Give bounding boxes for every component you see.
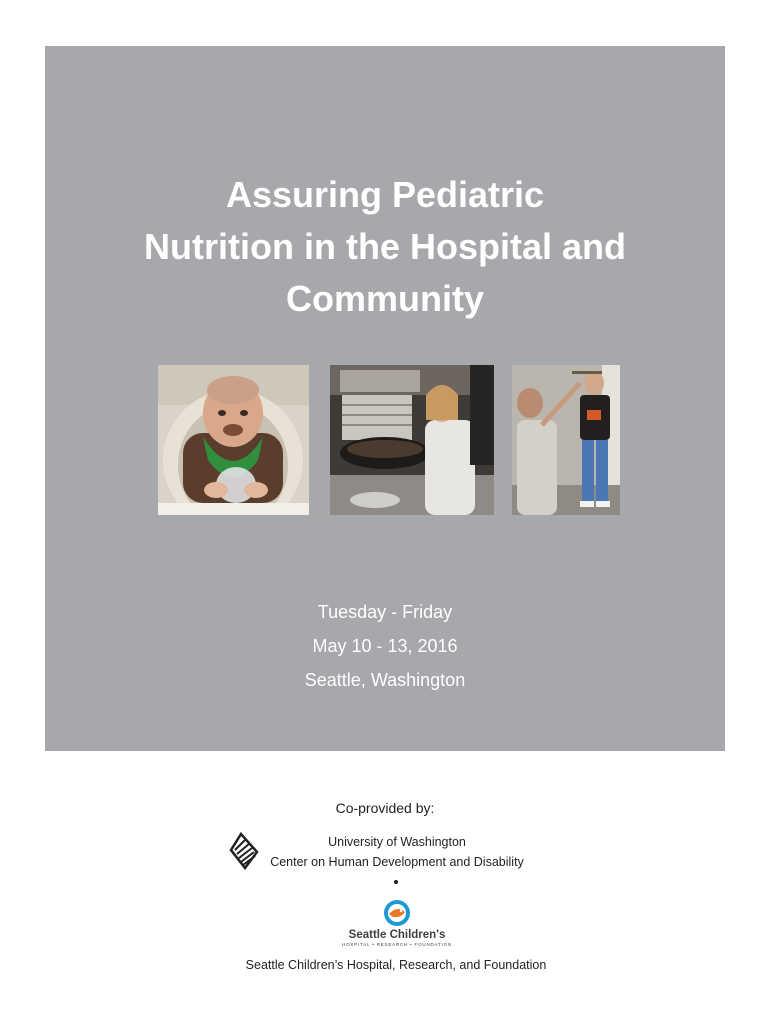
separator-dot <box>394 880 398 884</box>
event-location: Seattle, Washington <box>304 670 466 690</box>
sch-logo-subtitle: HOSPITAL • RESEARCH • FOUNDATION <box>342 942 452 947</box>
cover-panel <box>45 46 725 751</box>
uw-chdd-logo-icon <box>227 832 261 870</box>
child-cooking-photo <box>330 365 494 515</box>
coprovided-heading: Co-provided by: <box>335 800 435 816</box>
title-line-3: Community <box>286 278 484 319</box>
seattle-childrens-logo <box>342 899 452 949</box>
uw-provider <box>262 832 532 872</box>
page-title <box>45 169 725 325</box>
uw-name: University of Washington <box>328 835 466 849</box>
event-info <box>45 595 725 697</box>
title-line-1: Assuring Pediatric <box>225 174 545 215</box>
sch-logo-name: Seattle Children's <box>348 929 446 941</box>
title-line-2: Nutrition in the Hospital and <box>144 226 626 267</box>
child-height-measurement-photo <box>512 365 620 515</box>
event-dates: May 10 - 13, 2016 <box>312 636 458 656</box>
chdd-name: Center on Human Development and Disability <box>270 855 524 869</box>
baby-eating-photo <box>158 365 309 515</box>
seattle-childrens-whale-icon <box>383 899 411 927</box>
sch-provider-name: Seattle Children’s Hospital, Research, and Foundation <box>245 958 547 972</box>
event-days: Tuesday - Friday <box>317 602 453 622</box>
